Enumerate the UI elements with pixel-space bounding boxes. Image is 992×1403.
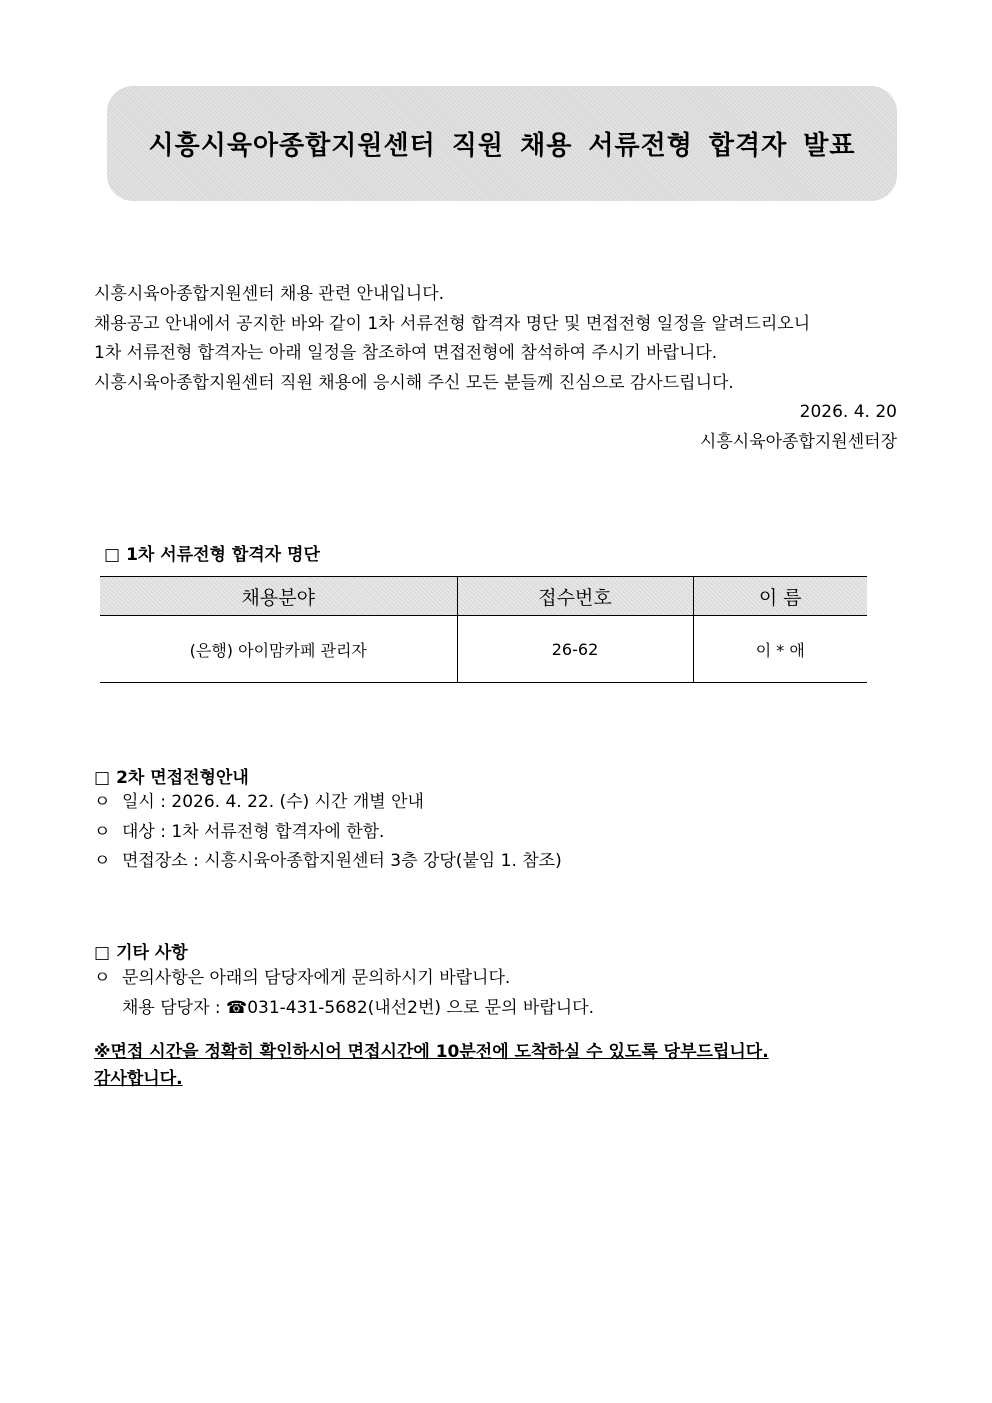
section-heading-interview <box>94 763 249 788</box>
list-item: ㅇ 일시 : 2026. 4. 22. (수) 시간 개별 안내 <box>94 788 562 818</box>
circle-bullet-icon: ㅇ <box>94 968 111 988</box>
intro-paragraph <box>94 280 897 398</box>
page-title: 시흥시육아종합지원센터 직원 채용 서류전형 합격자 발표 <box>148 131 856 161</box>
circle-bullet-icon: ㅇ <box>94 792 111 812</box>
intro-line: 시흥시육아종합지원센터 채용 관련 안내입니다. <box>94 284 445 304</box>
contact-line: 채용 담당자 : ☎031-431-5682(내선2번) 으로 문의 바랍니다. <box>122 997 594 1018</box>
cell-number: 26-62 <box>457 616 693 683</box>
important-notice <box>94 1039 769 1093</box>
passers-table <box>100 576 867 683</box>
intro-line: 시흥시육아종합지원센터 직원 채용에 응시해 주신 모든 분들께 진심으로 감사드립니다. <box>94 372 734 393</box>
section-heading-other <box>94 938 188 963</box>
section-title: 1차 서류전형 합격자 명단 <box>126 545 320 565</box>
table-header-row <box>100 577 867 616</box>
list-item: ㅇ 대상 : 1차 서류전형 합격자에 한함. <box>94 818 562 848</box>
list-item: ㅇ 문의사항은 아래의 담당자에게 문의하시기 바랍니다. <box>94 964 594 994</box>
notice-thanks: 감사합니다. <box>94 1069 183 1089</box>
signer-name: 시흥시육아종합지원센터장 <box>699 431 897 452</box>
intro-line: 채용공고 안내에서 공지한 바와 같이 1차 서류전형 합격자 명단 및 면접전형 일정을 알려드리오니 <box>94 313 811 334</box>
checkbox-square-icon: □ <box>94 943 111 963</box>
list-item: ㅇ 면접장소 : 시흥시육아종합지원센터 3층 강당(붙임 1. 참조) <box>94 847 562 877</box>
checkbox-square-icon: □ <box>104 545 121 565</box>
circle-bullet-icon: ㅇ <box>94 851 111 871</box>
column-header-name: 이 름 <box>693 577 867 616</box>
intro-line: 1차 서류전형 합격자는 아래 일정을 참조하여 면접전형에 참석하여 주시기 바랍니다. <box>94 343 718 363</box>
cell-name: 이 * 애 <box>693 616 867 683</box>
signature-block <box>700 398 897 457</box>
interview-info-list <box>94 788 562 877</box>
contact-info <box>94 964 594 1023</box>
section-heading-passers <box>104 540 320 565</box>
column-header-number: 접수번호 <box>457 577 693 616</box>
section-title: 기타 사항 <box>116 943 188 963</box>
table-row <box>100 616 867 683</box>
circle-bullet-icon: ㅇ <box>94 821 111 842</box>
cell-field: (은행) 아이맘카페 관리자 <box>100 616 457 683</box>
notice-date: 2026. 4. 20 <box>799 402 897 422</box>
notice-line: ※면접 시간을 정확히 확인하시어 면접시간에 10분전에 도착하실 수 있도록 당부드립니다. <box>94 1042 769 1062</box>
column-header-field: 채용분야 <box>100 577 457 616</box>
section-title: 2차 면접전형안내 <box>116 768 249 788</box>
checkbox-square-icon: □ <box>94 768 111 788</box>
title-banner <box>107 86 897 201</box>
